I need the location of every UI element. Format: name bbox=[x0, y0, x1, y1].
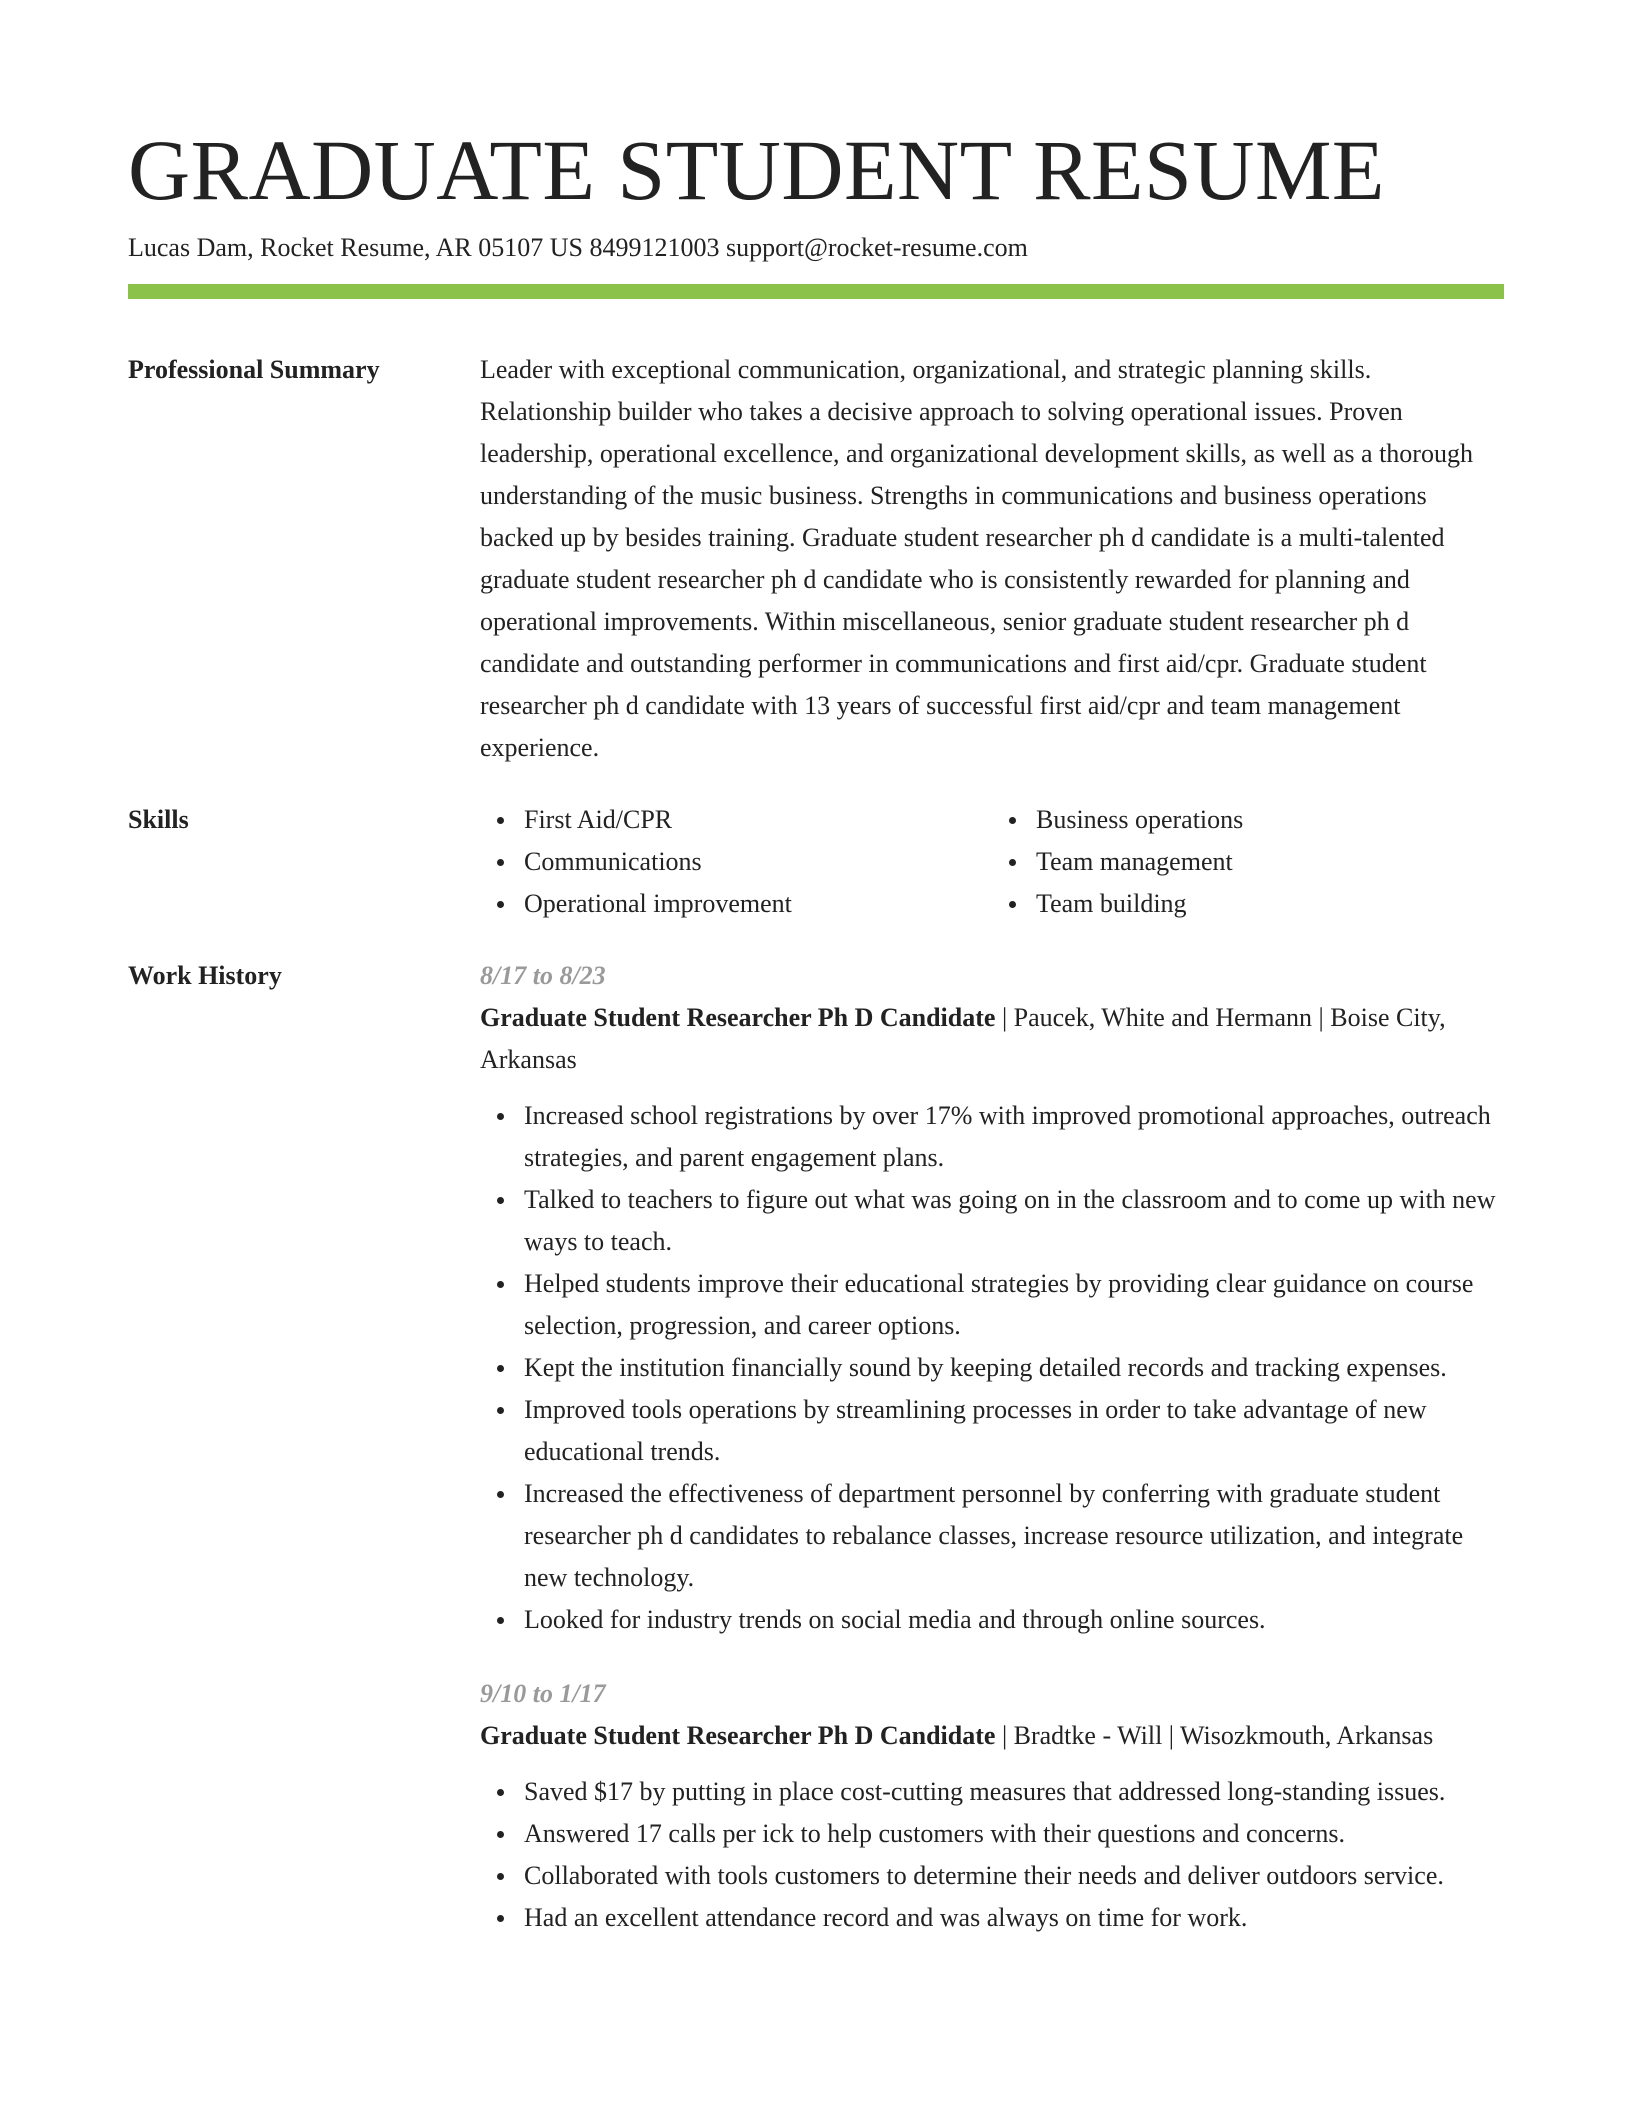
job-details: | Bradtke - Will | Wisozkmouth, Arkansas bbox=[995, 1721, 1434, 1750]
job-title: Graduate Student Researcher Ph D Candidate bbox=[480, 1721, 996, 1750]
skills-column-right bbox=[992, 799, 1504, 925]
job-entry bbox=[480, 1673, 1504, 1939]
resume-title: GRADUATE STUDENT RESUME bbox=[128, 122, 1385, 218]
job-bullet: Collaborated with tools customers to determine their needs and deliver outdoors service. bbox=[524, 1855, 1504, 1897]
job-bullet: Improved tools operations by streamlining processes in order to take advantage of new educational trends. bbox=[524, 1389, 1504, 1473]
job-bullets bbox=[480, 1095, 1504, 1641]
skill-item: Communications bbox=[524, 841, 992, 883]
skill-item: Business operations bbox=[1036, 799, 1504, 841]
job-bullets bbox=[480, 1771, 1504, 1939]
job-entry bbox=[480, 955, 1504, 1641]
job-bullet: Increased the effectiveness of department personnel by conferring with graduate student researcher ph d candidates to rebalance classes, increase resource utilization, and integrate new technology. bbox=[524, 1473, 1504, 1599]
header-divider bbox=[128, 284, 1504, 299]
professional-summary-section bbox=[128, 349, 1504, 769]
job-bullet: Looked for industry trends on social media and through online sources. bbox=[524, 1599, 1504, 1641]
section-label-summary: Professional Summary bbox=[128, 355, 380, 384]
skill-item: Operational improvement bbox=[524, 883, 992, 925]
job-heading bbox=[480, 997, 1504, 1081]
skill-item: Team building bbox=[1036, 883, 1504, 925]
job-heading bbox=[480, 1715, 1504, 1757]
work-history-body bbox=[480, 955, 1504, 1939]
job-date: 9/10 to 1/17 bbox=[480, 1679, 606, 1708]
skills-section bbox=[128, 799, 1504, 925]
job-bullet: Had an excellent attendance record and was always on time for work. bbox=[524, 1897, 1504, 1939]
resume-page bbox=[128, 120, 1504, 1939]
job-details: | Paucek, White and Hermann | Boise City, Arkansas bbox=[480, 1003, 1446, 1074]
job-bullet: Kept the institution financially sound by keeping detailed records and tracking expenses. bbox=[524, 1347, 1504, 1389]
section-label-skills: Skills bbox=[128, 805, 189, 834]
job-bullet: Increased school registrations by over 17% with improved promotional approaches, outreach strategies, and parent engagement plans. bbox=[524, 1095, 1504, 1179]
skill-item: First Aid/CPR bbox=[524, 799, 992, 841]
skills-column-left bbox=[480, 799, 992, 925]
work-history-section bbox=[128, 955, 1504, 1939]
skills-list bbox=[480, 799, 1504, 925]
job-bullet: Helped students improve their educational strategies by providing clear guidance on course selection, progression, and career options. bbox=[524, 1263, 1504, 1347]
job-title: Graduate Student Researcher Ph D Candidate bbox=[480, 1003, 996, 1032]
summary-text: Leader with exceptional communication, organizational, and strategic planning skills. Relationship builder who takes a decisive approach to solving operational issues. Proven leadership, operational excellence, and organizational development skills, as well as a thorough understanding of the music business. Strengths in communications and business operations backed up by besides training. Graduate student researcher ph d candidate is a multi-talented graduate student researcher ph d candidate who is consistently rewarded for planning and operational improvements. Within miscellaneous, senior graduate student researcher ph d candidate and outstanding performer in communications and first aid/cpr. Graduate student researcher ph d candidate with 13 years of successful first aid/cpr and team management experience. bbox=[480, 355, 1473, 762]
job-bullet: Talked to teachers to figure out what was going on in the classroom and to come up with new ways to teach. bbox=[524, 1179, 1504, 1263]
job-bullet: Saved $17 by putting in place cost-cutting measures that addressed long-standing issues. bbox=[524, 1771, 1504, 1813]
contact-line: Lucas Dam, Rocket Resume, AR 05107 US 8499121003 support@rocket-resume.com bbox=[128, 233, 1028, 262]
job-date: 8/17 to 8/23 bbox=[480, 961, 606, 990]
job-bullet: Answered 17 calls per ick to help customers with their questions and concerns. bbox=[524, 1813, 1504, 1855]
section-label-work: Work History bbox=[128, 961, 282, 990]
skill-item: Team management bbox=[1036, 841, 1504, 883]
